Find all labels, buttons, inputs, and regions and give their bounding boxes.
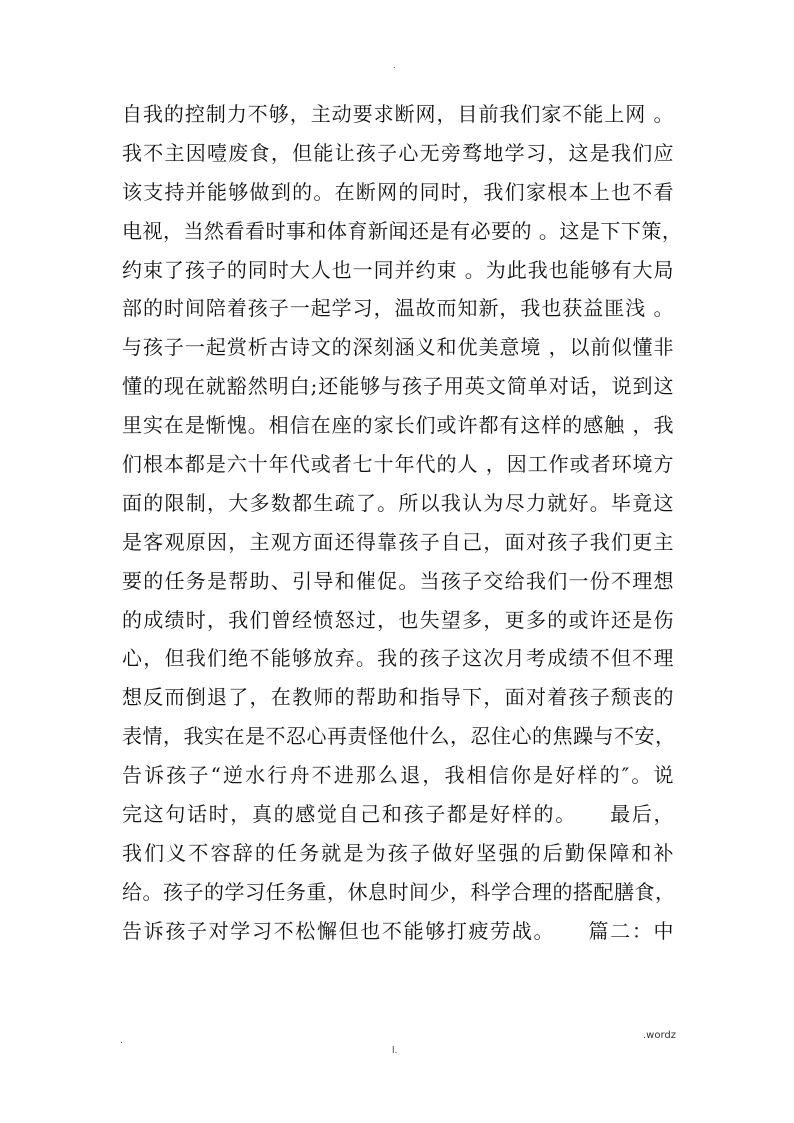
text-line: 表情，我实在是不忍心再责怪他什么，忍住心的焦躁与不安， — [122, 724, 676, 749]
text-line: 给。孩子的学习任务重，休息时间少，科学合理的搭配膳食， — [122, 879, 676, 904]
text-line: 告诉孩子“逆水行舟不进那么退，我相信你是好样的″。说 — [122, 763, 674, 788]
text-line: 部的时间陪着孩子一起学习，温故而知新，我也获益匪浅 。 — [122, 296, 674, 321]
text-line: 是客观原因，主观方面还得靠孩子自己，面对孩子我们更主 — [122, 529, 674, 554]
header-mark: . — [393, 61, 396, 70]
text-line: 约束了孩子的同时大人也一同并约束 。为此我也能够有大局 — [122, 257, 674, 282]
text-line: 与孩子一起赏析古诗文的深刻涵义和优美意境 ，以前似懂非 — [122, 335, 674, 360]
text-line: 面的限制，大多数都生疏了。所以我认为尽力就好。毕竟这 — [122, 490, 674, 515]
text-line: 里实在是惭愧。相信在座的家长们或许都有这样的感触 ，我 — [122, 413, 674, 438]
text-line: 懂的现在就豁然明白;还能够与孩子用英文简单对话，说到这 — [122, 374, 674, 399]
text-line: 想反而倒退了，在教师的帮助和指导下，面对着孩子颓丧的 — [122, 685, 674, 710]
text-line: 自我的控制力不够，主动要求断网，目前我们家不能上网 。 — [122, 102, 674, 126]
text-line: 告诉孩子对学习不松懈但也不能够打疲劳战。 篇二：中 — [122, 918, 674, 943]
footer-left-mark: . — [120, 1036, 123, 1046]
page-number: l. — [392, 1046, 398, 1056]
document-body — [122, 95, 683, 951]
text-line: 我们义不容辞的任务就是为孩子做好坚强的后勤保障和补 — [122, 840, 674, 865]
footer-watermark-text: .wordz — [642, 1030, 676, 1041]
text-line: 完这句话时，真的感觉自己和孩子都是好样的。 最后， — [122, 802, 674, 827]
text-line: 该支持并能够做到的。在断网的同时，我们家根本上也不看 — [122, 179, 674, 204]
text-line: 心，但我们绝不能够放弃。我的孩子这次月考成绩不但不理 — [122, 646, 674, 671]
text-line: 的成绩时，我们曾经愤怒过，也失望多，更多的或许还是伤 — [122, 607, 674, 632]
text-line: 要的任务是帮助、引导和催促。当孩子交给我们一份不理想 — [122, 568, 674, 593]
text-line: 我不主因噎废食，但能让孩子心无旁骛地学习，这是我们应 — [122, 140, 674, 165]
text-line: 们根本都是六十年代或者七十年代的人 ，因工作或者环境方 — [122, 452, 674, 477]
text-line: 电视，当然看看时事和体育新闻还是有必要的 。这是下下策， — [122, 218, 683, 243]
